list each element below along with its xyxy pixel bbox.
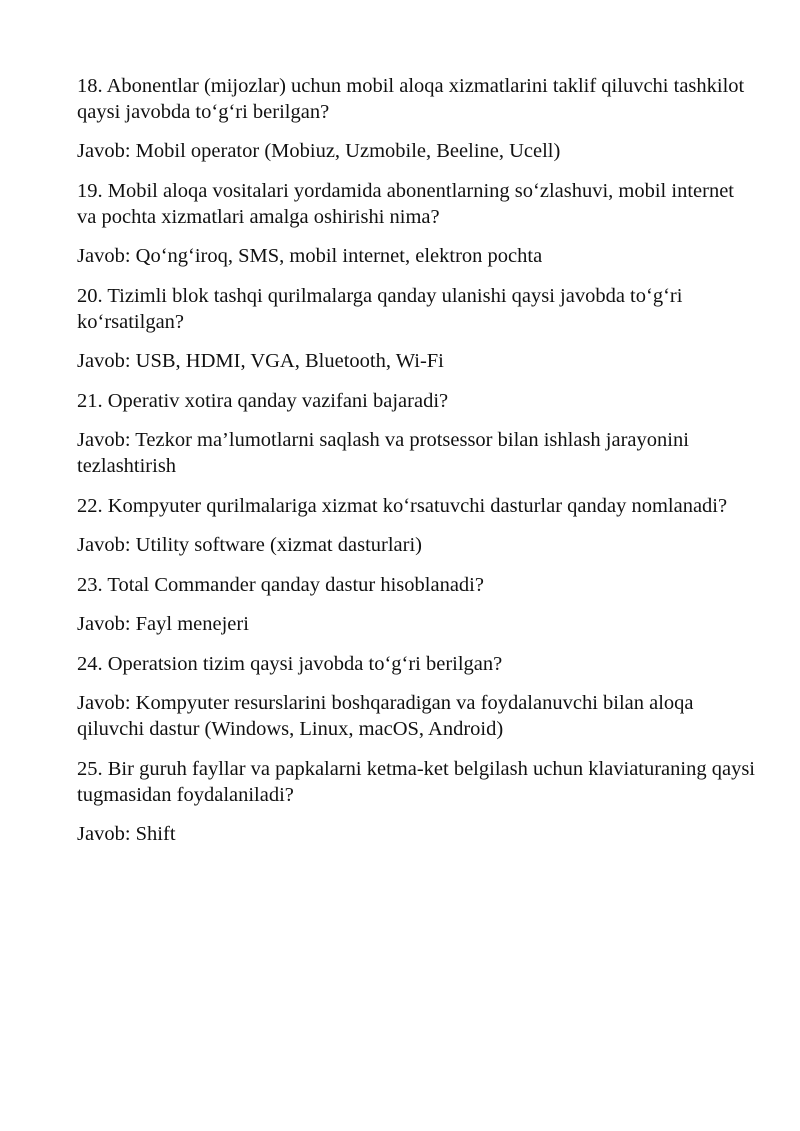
answer-text: Javob: Kompyuter resurslarini boshqaradigan va foydalanuvchi bilan aloqa qiluvchi dastur (Windows, Linux, macOS, Android) <box>77 692 694 740</box>
qa-item-21 <box>77 388 757 479</box>
question-text: 25. Bir guruh fayllar va papkalarni ketma-ket belgilash uchun klaviaturaning qaysi tugmasidan foydalaniladi? <box>77 758 756 806</box>
answer-text: Javob: Tezkor ma’lumotlarni saqlash va protsessor bilan ishlash jarayonini tezlashtirish <box>77 429 689 477</box>
question-text: 24. Operatsion tizim qaysi javobda to‘g‘ri berilgan? <box>77 653 503 675</box>
qa-item-18 <box>77 73 757 164</box>
answer-text: Javob: USB, HDMI, VGA, Bluetooth, Wi-Fi <box>77 350 444 372</box>
answer-text: Javob: Mobil operator (Mobiuz, Uzmobile, Beeline, Ucell) <box>77 140 561 162</box>
question-text: 22. Kompyuter qurilmalariga xizmat ko‘rsatuvchi dasturlar qanday nomlanadi? <box>77 495 728 517</box>
qa-item-20 <box>77 283 757 374</box>
question-text: 23. Total Commander qanday dastur hisoblanadi? <box>77 574 484 596</box>
qa-item-23 <box>77 572 757 637</box>
qa-item-24 <box>77 651 757 742</box>
question-text: 19. Mobil aloqa vositalari yordamida abonentlarning so‘zlashuvi, mobil internet va pochta xizmatlari amalga oshirishi nima? <box>77 180 734 228</box>
answer-text: Javob: Shift <box>77 823 176 845</box>
qa-item-25 <box>77 756 757 847</box>
qa-item-22 <box>77 493 757 558</box>
qa-list <box>77 73 757 861</box>
answer-text: Javob: Qo‘ng‘iroq, SMS, mobil internet, elektron pochta <box>77 245 543 267</box>
question-text: 21. Operativ xotira qanday vazifani bajaradi? <box>77 390 449 412</box>
answer-text: Javob: Utility software (xizmat dasturlari) <box>77 534 422 556</box>
question-text: 18. Abonentlar (mijozlar) uchun mobil aloqa xizmatlarini taklif qiluvchi tashkilot qaysi javobda to‘g‘ri berilgan? <box>77 75 745 123</box>
question-text: 20. Tizimli blok tashqi qurilmalarga qanday ulanishi qaysi javobda to‘g‘ri ko‘rsatilgan? <box>77 285 683 333</box>
answer-text: Javob: Fayl menejeri <box>77 613 249 635</box>
qa-item-19 <box>77 178 757 269</box>
